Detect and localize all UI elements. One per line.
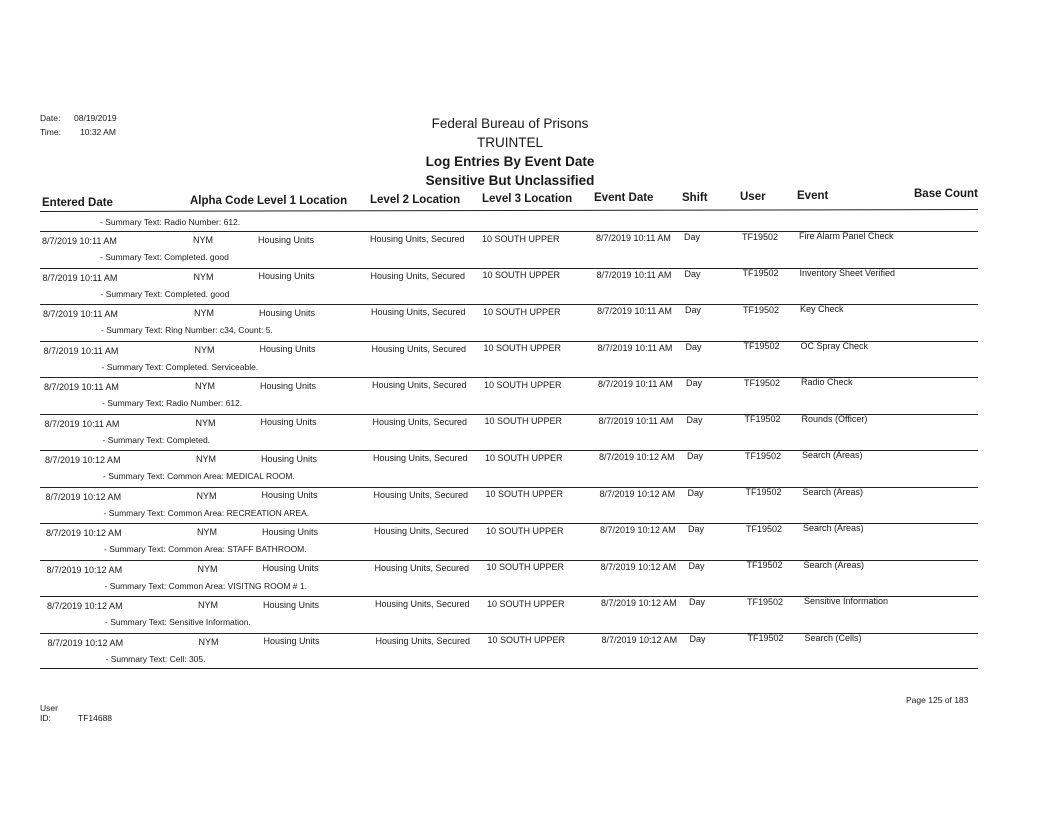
cell-shift: Day bbox=[687, 487, 704, 498]
time-line bbox=[40, 125, 117, 139]
time-value: 10:32 AM bbox=[80, 127, 116, 137]
cell-entered-date: 8/7/2019 10:11 AM bbox=[43, 309, 118, 319]
table-bottom-rule bbox=[40, 668, 978, 669]
cell-level3-location: 10 SOUTH UPPER bbox=[482, 270, 561, 281]
cell-entered-date: 8/7/2019 10:12 AM bbox=[47, 601, 123, 611]
cell-event-date: 8/7/2019 10:12 AM bbox=[600, 561, 677, 572]
cell-event-date: 8/7/2019 10:12 AM bbox=[599, 488, 676, 499]
cell-level3-location: 10 SOUTH UPPER bbox=[483, 306, 561, 317]
cell-level1-location: Housing Units bbox=[262, 563, 319, 574]
col-entered-date: Entered Date bbox=[42, 197, 113, 209]
cell-level1-location: Housing Units bbox=[260, 380, 317, 391]
cell-level2-location: Housing Units, Secured bbox=[375, 635, 471, 646]
cell-shift: Day bbox=[687, 451, 704, 462]
cell-shift: Day bbox=[684, 268, 701, 279]
col-event-date: Event Date bbox=[594, 192, 654, 204]
cell-level3-location: 10 SOUTH UPPER bbox=[485, 489, 564, 500]
cell-level2-location: Housing Units, Secured bbox=[373, 453, 468, 464]
col-shift: Shift bbox=[682, 192, 708, 204]
cell-alpha-code: NYM bbox=[198, 600, 218, 611]
cell-level2-location: Housing Units, Secured bbox=[370, 270, 466, 281]
cell-event-date: 8/7/2019 10:11 AM bbox=[598, 415, 674, 426]
cell-shift: Day bbox=[684, 232, 701, 243]
user-id-value: TF14688 bbox=[78, 713, 113, 723]
cell-event: Fire Alarm Panel Check bbox=[799, 231, 894, 242]
cell-alpha-code: NYM bbox=[194, 308, 214, 319]
cell-level3-location: 10 SOUTH UPPER bbox=[484, 379, 562, 390]
cell-user: TF19502 bbox=[746, 523, 783, 534]
cell-alpha-code: NYM bbox=[196, 490, 217, 501]
cell-user: TF19502 bbox=[747, 633, 784, 644]
time-label: Time: bbox=[40, 127, 61, 137]
cell-level3-location: 10 SOUTH UPPER bbox=[487, 598, 565, 609]
cell-level2-location: Housing Units, Secured bbox=[371, 343, 467, 354]
col-user: User bbox=[740, 191, 766, 203]
cell-user: TF19502 bbox=[746, 560, 783, 571]
cell-user: TF19502 bbox=[745, 487, 782, 498]
cell-event-date: 8/7/2019 10:11 AM bbox=[596, 269, 672, 280]
summary-text: - Summary Text: Completed. good bbox=[100, 252, 229, 262]
date-value: 08/19/2019 bbox=[74, 113, 117, 123]
cell-user: TF19502 bbox=[744, 414, 781, 425]
date-line bbox=[40, 111, 117, 125]
cell-event-date: 8/7/2019 10:11 AM bbox=[597, 342, 673, 353]
cell-event: Search (Areas) bbox=[802, 450, 863, 461]
cell-user: TF19502 bbox=[743, 304, 780, 315]
col-base-count: Base Count bbox=[914, 188, 978, 200]
cell-user: TF19502 bbox=[745, 450, 782, 461]
cell-level2-location: Housing Units, Secured bbox=[371, 307, 466, 318]
cell-shift: Day bbox=[686, 414, 703, 425]
cell-level3-location: 10 SOUTH UPPER bbox=[487, 635, 566, 646]
summary-text: - Summary Text: Completed. good bbox=[100, 288, 230, 299]
cell-user: TF19502 bbox=[743, 341, 780, 352]
summary-text: - Summary Text: Radio Number: 612. bbox=[102, 398, 243, 408]
cell-user: TF19502 bbox=[742, 268, 779, 279]
report-meta bbox=[40, 111, 117, 139]
cell-level1-location: Housing Units bbox=[263, 636, 320, 647]
cell-alpha-code: NYM bbox=[196, 454, 216, 465]
cell-level1-location: Housing Units bbox=[262, 526, 319, 537]
cell-entered-date: 8/7/2019 10:12 AM bbox=[46, 528, 122, 538]
cell-level2-location: Housing Units, Secured bbox=[375, 599, 470, 610]
cell-shift: Day bbox=[688, 560, 705, 571]
cell-level2-location: Housing Units, Secured bbox=[370, 234, 465, 245]
cell-entered-date: 8/7/2019 10:12 AM bbox=[46, 564, 123, 575]
cell-alpha-code: NYM bbox=[193, 271, 214, 282]
title-system: TRUINTEL bbox=[476, 135, 543, 150]
cell-entered-date: 8/7/2019 10:11 AM bbox=[42, 236, 117, 246]
cell-level3-location: 10 SOUTH UPPER bbox=[484, 416, 563, 427]
summary-text: - Summary Text: Common Area: MEDICAL ROOM. bbox=[103, 471, 295, 481]
col-alpha-code: Alpha Code bbox=[190, 195, 254, 207]
summary-text: - Summary Text: Cell: 305. bbox=[105, 653, 206, 664]
title-classification: Sensitive But Unclassified bbox=[425, 173, 595, 188]
cell-level1-location: Housing Units bbox=[261, 490, 318, 501]
cell-level3-location: 10 SOUTH UPPER bbox=[485, 452, 563, 463]
cell-level3-location: 10 SOUTH UPPER bbox=[486, 562, 565, 573]
cell-event: Inventory Sheet Verified bbox=[799, 267, 896, 278]
col-level2-location: Level 2 Location bbox=[370, 194, 461, 206]
cell-alpha-code: NYM bbox=[198, 636, 219, 647]
cell-user: TF19502 bbox=[747, 596, 784, 607]
cell-event: Key Check bbox=[800, 304, 844, 315]
col-event: Event bbox=[797, 190, 829, 202]
cell-level2-location: Housing Units, Secured bbox=[374, 562, 470, 573]
cell-level2-location: Housing Units, Secured bbox=[372, 416, 468, 427]
cell-event: Radio Check bbox=[801, 377, 853, 388]
summary-text: - Summary Text: Common Area: VISITNG ROOM # 1. bbox=[104, 580, 307, 591]
cell-alpha-code: NYM bbox=[197, 527, 217, 538]
cell-event: Sensitive Information bbox=[804, 596, 889, 607]
summary-text: - Summary Text: Common Area: STAFF BATHROOM. bbox=[104, 544, 307, 554]
cell-alpha-code: NYM bbox=[195, 417, 216, 428]
footer-user-id bbox=[40, 703, 112, 723]
cell-level1-location: Housing Units bbox=[258, 234, 315, 245]
cell-user: TF19502 bbox=[744, 377, 781, 388]
cell-event: Search (Areas) bbox=[803, 523, 864, 534]
cell-shift: Day bbox=[689, 633, 706, 644]
cell-event: Rounds (Officer) bbox=[801, 413, 868, 424]
cell-entered-date: 8/7/2019 10:11 AM bbox=[43, 345, 119, 356]
page-number: Page 125 of 183 bbox=[906, 695, 969, 705]
cell-alpha-code: NYM bbox=[197, 563, 218, 574]
cell-entered-date: 8/7/2019 10:12 AM bbox=[45, 491, 122, 502]
cell-shift: Day bbox=[686, 378, 703, 389]
summary-text: - Summary Text: Common Area: RECREATION AREA. bbox=[103, 507, 310, 518]
cell-event-date: 8/7/2019 10:12 AM bbox=[600, 525, 676, 535]
header-rule bbox=[40, 209, 978, 212]
cell-entered-date: 8/7/2019 10:12 AM bbox=[47, 637, 124, 648]
cell-event-date: 8/7/2019 10:12 AM bbox=[599, 452, 675, 462]
title-agency: Federal Bureau of Prisons bbox=[431, 116, 589, 131]
cell-level2-location: Housing Units, Secured bbox=[372, 380, 467, 391]
cell-level1-location: Housing Units bbox=[263, 599, 320, 610]
cell-event-date: 8/7/2019 10:12 AM bbox=[601, 598, 677, 608]
summary-text: - Summary Text: Completed. Serviceable. bbox=[101, 361, 259, 372]
col-level3-location: Level 3 Location bbox=[482, 193, 573, 205]
cell-event: Search (Areas) bbox=[803, 559, 865, 570]
cell-event: Search (Cells) bbox=[804, 632, 862, 643]
col-level1-location: Level 1 Location bbox=[257, 195, 348, 207]
cell-shift: Day bbox=[685, 305, 702, 316]
cell-entered-date: 8/7/2019 10:12 AM bbox=[45, 455, 121, 465]
cell-event-date: 8/7/2019 10:11 AM bbox=[596, 233, 671, 243]
cell-event-date: 8/7/2019 10:12 AM bbox=[601, 634, 678, 645]
cell-level1-location: Housing Units bbox=[261, 453, 318, 464]
cell-alpha-code: NYM bbox=[193, 235, 213, 246]
cell-event: OC Spray Check bbox=[800, 340, 869, 351]
cell-level2-location: Housing Units, Secured bbox=[373, 489, 469, 500]
cell-level1-location: Housing Units bbox=[258, 271, 315, 282]
cell-alpha-code: NYM bbox=[195, 381, 215, 392]
user-id-label: User ID: bbox=[40, 703, 58, 723]
cell-level3-location: 10 SOUTH UPPER bbox=[483, 343, 562, 354]
cell-entered-date: 8/7/2019 10:11 AM bbox=[44, 418, 120, 429]
cell-event-date: 8/7/2019 10:11 AM bbox=[597, 306, 672, 316]
summary-text: - Summary Text: Completed. bbox=[102, 434, 211, 445]
cell-entered-date: 8/7/2019 10:11 AM bbox=[44, 382, 119, 392]
cell-level1-location: Housing Units bbox=[259, 344, 316, 355]
summary-text: - Summary Text: Sensitive Information. bbox=[105, 617, 251, 627]
title-report: Log Entries By Event Date bbox=[425, 154, 595, 169]
top-summary-text: - Summary Text: Radio Number: 612. bbox=[100, 217, 241, 227]
cell-alpha-code: NYM bbox=[194, 344, 215, 355]
cell-shift: Day bbox=[685, 341, 702, 352]
cell-level2-location: Housing Units, Secured bbox=[374, 526, 469, 537]
cell-level3-location: 10 SOUTH UPPER bbox=[486, 525, 564, 536]
cell-shift: Day bbox=[688, 524, 705, 535]
cell-level1-location: Housing Units bbox=[259, 307, 316, 318]
cell-level3-location: 10 SOUTH UPPER bbox=[482, 233, 560, 244]
cell-user: TF19502 bbox=[742, 231, 779, 242]
cell-event: Search (Areas) bbox=[802, 486, 864, 497]
cell-event-date: 8/7/2019 10:11 AM bbox=[598, 379, 673, 389]
summary-text: - Summary Text: Ring Number: c34, Count: 5. bbox=[101, 325, 273, 335]
cell-shift: Day bbox=[689, 597, 706, 608]
cell-entered-date: 8/7/2019 10:11 AM bbox=[42, 272, 118, 283]
date-label: Date: bbox=[40, 113, 61, 123]
cell-level1-location: Housing Units bbox=[260, 417, 317, 428]
report-title-block bbox=[400, 114, 620, 190]
